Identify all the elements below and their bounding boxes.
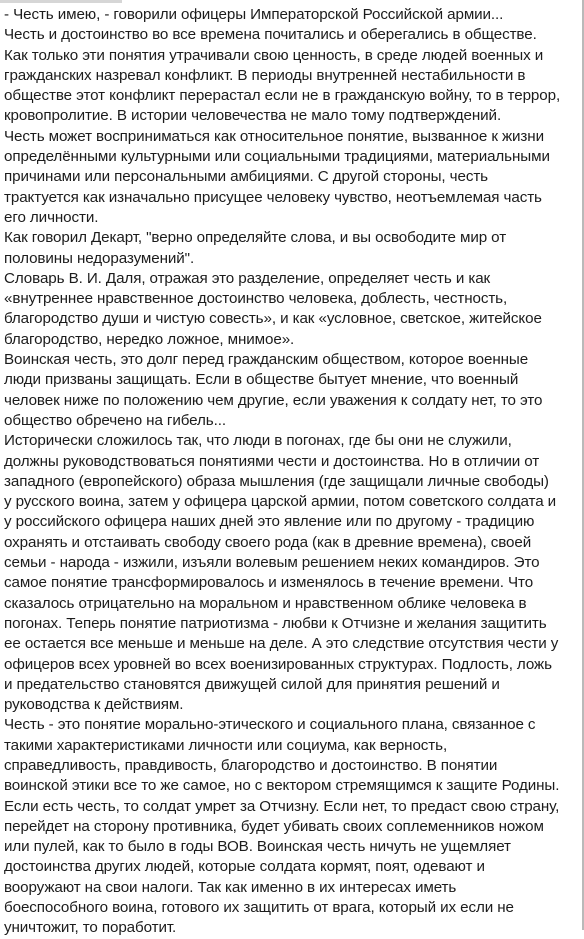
- text-line: гражданских назревал конфликт. В периоды внутренней нестабильности в: [4, 66, 526, 84]
- text-line: такими характеристиками личности или социума, как верность,: [4, 736, 448, 754]
- text-line: у русского воина, затем у офицера царской армии, потом советского солдата и: [4, 493, 557, 511]
- text-line: погонах. Теперь понятие патриотизма - любви к Отчизне и желания защитить: [4, 614, 547, 632]
- text-line: боеспособного воина, готового их защитить от врага, который их если не: [4, 899, 514, 917]
- top-divider: [0, 0, 122, 3]
- text-line: причинами или персональными амбициями. С другой стороны, честь: [4, 168, 488, 186]
- text-line: у российского офицера наших дней это явление или по другому - традицию: [4, 513, 535, 531]
- text-line: его личности.: [4, 208, 99, 226]
- text-line: офицеров всех уровней во всех военизированных структурах. Подлость, ложь: [4, 655, 552, 673]
- text-line: половины недоразумений".: [4, 249, 195, 267]
- text-line: охранять и отстаивать свободу своего рода (как в древние времена), своей: [4, 533, 532, 551]
- text-line: благородство души и чистую совесть», и как «условное, светское, житейское: [4, 310, 542, 328]
- text-line: или пулей, как то было в годы ВОВ. Воинская честь ничуть не ущемляет: [4, 838, 511, 856]
- post-text: [4, 5, 576, 939]
- text-line: воинской этики все то же самое, но с вектором стремящимся к защите Родины.: [4, 777, 560, 795]
- text-line: общество обречено на гибель...: [4, 411, 226, 429]
- text-line: кровопролитие. В истории человечества не мало тому подтверждений.: [4, 107, 502, 125]
- text-line: справедливость, правдивость, благородство и достоинство. В понятии: [4, 756, 498, 774]
- text-line: Словарь В. И. Даля, отражая это разделение, определяет честь и как: [4, 269, 491, 287]
- text-line: уничтожит, то поработит.: [4, 919, 177, 937]
- text-line: определёнными культурными или социальными традициями, материальными: [4, 148, 550, 166]
- text-line: Честь может восприниматься как относительное понятие, вызванное к жизни: [4, 127, 544, 145]
- text-line: руководства к действиям.: [4, 696, 184, 714]
- text-line: должны руководствоваться понятиями чести и достоинства. Но в отличии от: [4, 452, 540, 470]
- text-line: благородство, нередко ложное, мнимое».: [4, 330, 295, 348]
- text-line: Как только эти понятия утрачивали свою ценность, в среде людей военных и: [4, 46, 544, 64]
- text-line: Честь - это понятие морально-этического и социального плана, связанное с: [4, 716, 536, 734]
- text-line: семьи - народа - изжили, изъяли волевым решением неких командиров. Это: [4, 554, 540, 572]
- text-line: самое понятие трансформировалось и изменялось в течение времени. Что: [4, 574, 534, 592]
- text-line: - Честь имею, - говорили офицеры Императорской Российской армии...: [4, 6, 504, 23]
- text-line: люди призваны защищать. Если в обществе бытует мнение, что военный: [4, 371, 519, 389]
- text-line: трактуется как изначально присущее человеку чувство, неотъемлемая часть: [4, 188, 542, 206]
- text-line: сказалось отрицательно на моральном и нравственном облике человека в: [4, 594, 527, 612]
- text-line: Если есть честь, то солдат умрет за Отчизну. Если нет, то предаст свою страну,: [4, 797, 560, 815]
- text-line: «внутреннее нравственное достоинство человека, доблесть, честность,: [4, 290, 508, 308]
- text-line: достоинства других людей, которые солдата кормят, поят, одевают и: [4, 858, 485, 876]
- text-line: Честь и достоинство во все времена почитались и оберегались в обществе.: [4, 26, 537, 44]
- text-line: Воинская честь, это долг перед гражданским обществом, которое военные: [4, 351, 529, 369]
- text-line: ее остается все меньше и меньше на деле. А это следствие отсутствия чести у: [4, 635, 559, 653]
- text-line: западного (европейского) образа мышления (где защищали личные свободы): [4, 472, 549, 490]
- text-line: и предательство становятся движущей силой для принятия решений и: [4, 675, 500, 693]
- text-line: обществе этот конфликт перерастал если не в гражданскую войну, то в террор,: [4, 87, 561, 105]
- text-line: человек ниже по положению чем другие, если уважения к солдату нет, то это: [4, 391, 543, 409]
- text-line: Исторически сложилось так, что люди в погонах, где бы они не служили,: [4, 432, 512, 450]
- text-line: перейдет на сторону противника, будет убивать своих соплеменников ножом: [4, 817, 544, 835]
- text-line: Как говорил Декарт, "верно определяйте слова, и вы освободите мир от: [4, 229, 507, 247]
- text-line: вооружают на свои налоги. Так как именно в их интересах иметь: [4, 878, 457, 896]
